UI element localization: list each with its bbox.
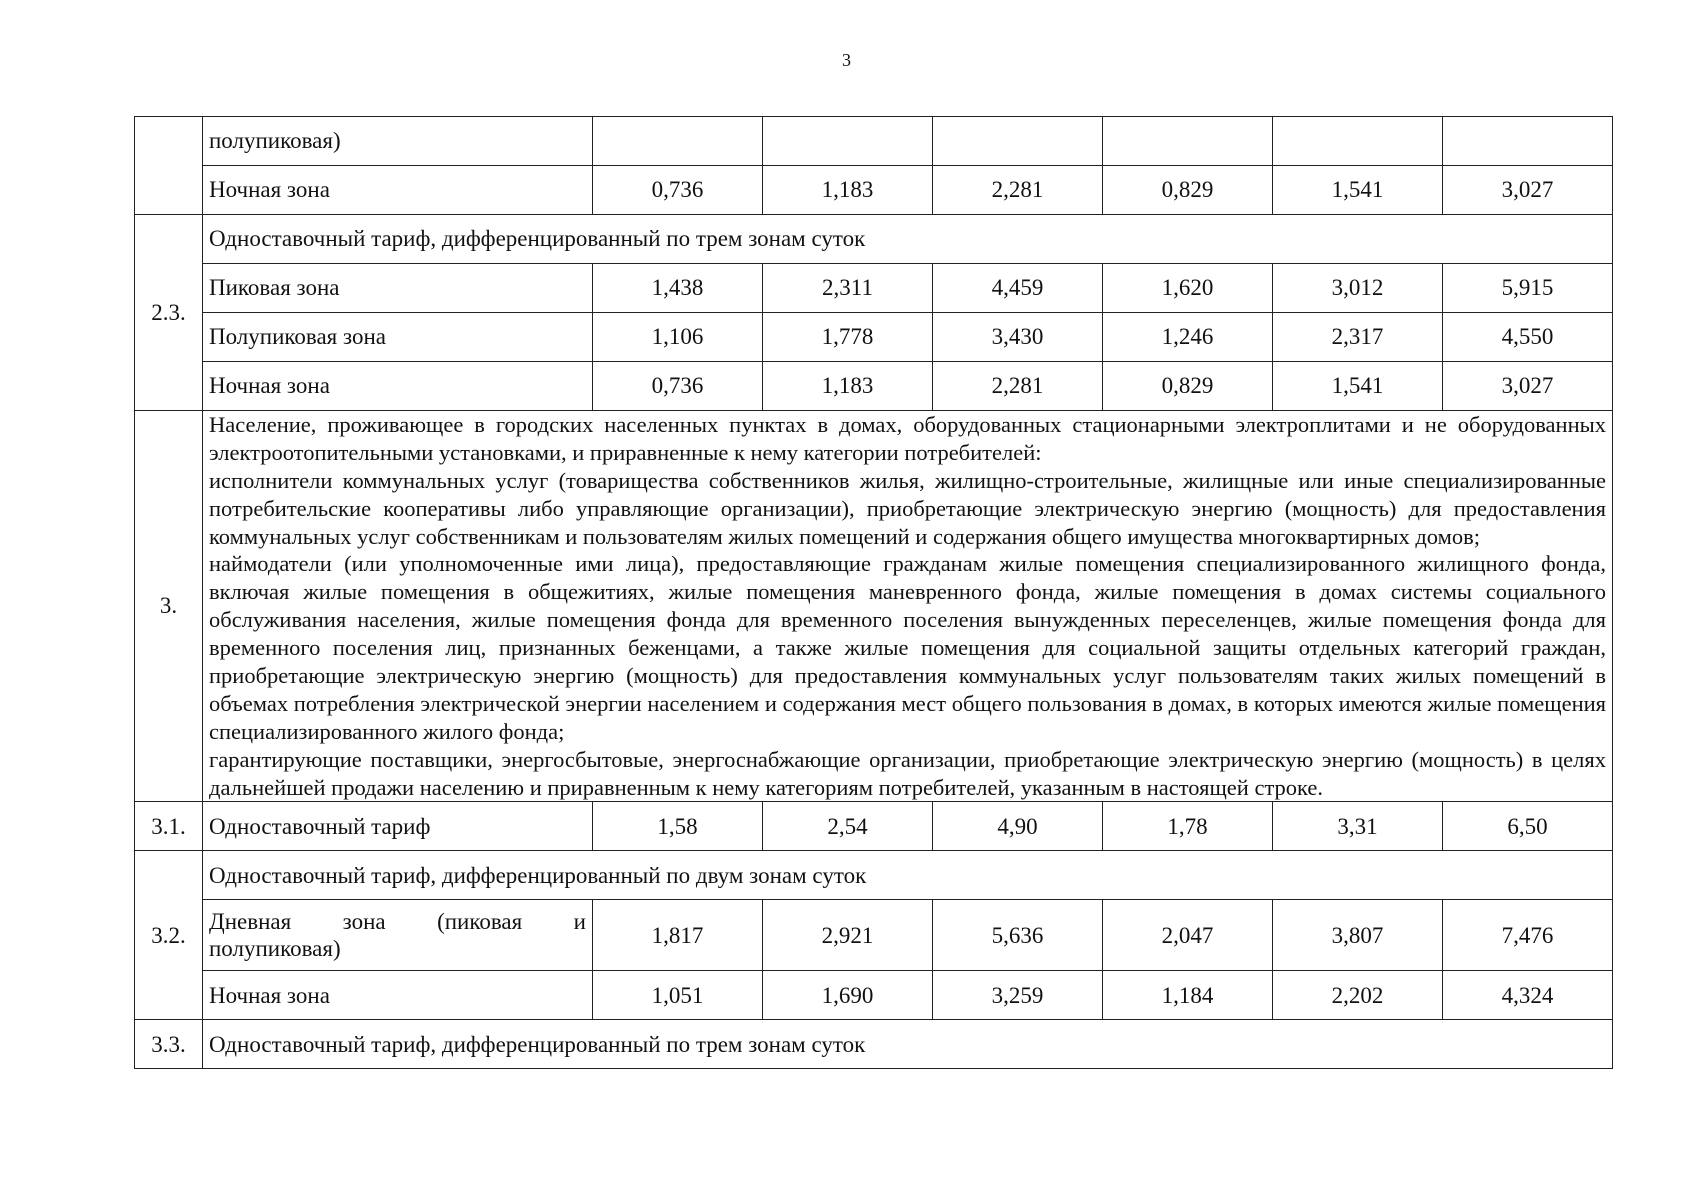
value-cell: 4,324 <box>1443 971 1613 1020</box>
value-cell: 0,829 <box>1103 166 1273 215</box>
value-cell: 1,183 <box>763 362 933 411</box>
value-cell: 1,438 <box>593 264 763 313</box>
table-row <box>135 900 1613 971</box>
row-number-cell: 2.3. <box>135 215 203 411</box>
value-cell: 2,317 <box>1273 313 1443 362</box>
row-label-line: Дневная зона (пиковая и <box>209 908 586 934</box>
value-cell: 6,50 <box>1443 802 1613 851</box>
row-number-cell: 3. <box>135 411 203 802</box>
value-cell: 3,027 <box>1443 166 1613 215</box>
row-label: полупиковая) <box>203 117 593 166</box>
row-label <box>203 900 593 971</box>
value-cell <box>763 117 933 166</box>
value-cell: 1,690 <box>763 971 933 1020</box>
table-row <box>135 215 1613 264</box>
value-cell: 3,31 <box>1273 802 1443 851</box>
value-cell <box>933 117 1103 166</box>
row-number-cell <box>135 117 203 215</box>
row-label: Ночная зона <box>203 166 593 215</box>
value-cell: 3,259 <box>933 971 1103 1020</box>
value-cell: 3,430 <box>933 313 1103 362</box>
description-paragraph: исполнители коммунальных услуг (товарищества собственников жилья, жилищно-строительные, жилищные или иные специализированные потребительские кооперативы либо управляющие организации), приобретающие электрическую энергию (мощность) для предоставления коммунальных услуг собственникам и пользователям жилых помещений и содержания общего имущества многоквартирных домов; <box>209 467 1606 549</box>
section-heading: Одноставочный тариф, дифференцированный по трем зонам суток <box>203 215 1613 264</box>
value-cell: 1,051 <box>593 971 763 1020</box>
row-number-cell: 3.1. <box>135 802 203 851</box>
row-label: Одноставочный тариф <box>203 802 593 851</box>
value-cell <box>593 117 763 166</box>
row-number-cell: 3.3. <box>135 1020 203 1069</box>
table-row <box>135 851 1613 900</box>
description-paragraph: наймодатели (или уполномоченные ими лица), предоставляющие гражданам жилые помещения специализированного жилищного фонда, включая жилые помещения в общежитиях, жилые помещения маневренного фонда, жилые помещения в домах системы социального обслуживания населения, жилые помещения фонда для временного поселения вынужденных переселенцев, жилые помещения фонда для временного поселения лиц, признанных беженцами, а также жилые помещения для социальной защиты отдельных категорий граждан, приобретающие электрическую энергию (мощность) для предоставления коммунальных услуг пользователям таких жилых помещений в объемах потребления электрической энергии населением и содержания мест общего пользования в домах, в которых имеются жилые помещения специализированного жилого фонда; <box>209 551 1606 744</box>
row-label: Ночная зона <box>203 362 593 411</box>
value-cell <box>1103 117 1273 166</box>
value-cell: 1,78 <box>1103 802 1273 851</box>
table-row <box>135 166 1613 215</box>
row-label-line: полупиковая) <box>209 936 341 962</box>
value-cell: 3,027 <box>1443 362 1613 411</box>
table-row <box>135 117 1613 166</box>
value-cell: 0,829 <box>1103 362 1273 411</box>
value-cell: 2,921 <box>763 900 933 971</box>
value-cell: 5,636 <box>933 900 1103 971</box>
row-label: Пиковая зона <box>203 264 593 313</box>
page-number: 3 <box>842 50 851 70</box>
value-cell: 2,047 <box>1103 900 1273 971</box>
table-row <box>135 971 1613 1020</box>
value-cell: 1,817 <box>593 900 763 971</box>
row-label: Ночная зона <box>203 971 593 1020</box>
value-cell: 1,620 <box>1103 264 1273 313</box>
value-cell: 2,202 <box>1273 971 1443 1020</box>
value-cell: 1,58 <box>593 802 763 851</box>
value-cell: 3,807 <box>1273 900 1443 971</box>
value-cell: 4,550 <box>1443 313 1613 362</box>
value-cell <box>1443 117 1613 166</box>
value-cell: 1,106 <box>593 313 763 362</box>
value-cell: 7,476 <box>1443 900 1613 971</box>
value-cell: 3,012 <box>1273 264 1443 313</box>
tariff-table <box>134 116 1613 1069</box>
value-cell: 2,281 <box>933 166 1103 215</box>
section-description <box>203 411 1613 802</box>
value-cell: 0,736 <box>593 362 763 411</box>
description-paragraph: Население, проживающее в городских населенных пунктах в домах, оборудованных стационарными электроплитами и не оборудованных электроотопительными установками, и приравненные к нему категории потребителей: <box>209 412 1606 465</box>
section-heading: Одноставочный тариф, дифференцированный по двум зонам суток <box>203 851 1613 900</box>
value-cell: 2,311 <box>763 264 933 313</box>
table-row <box>135 362 1613 411</box>
value-cell: 1,184 <box>1103 971 1273 1020</box>
section-heading: Одноставочный тариф, дифференцированный по трем зонам суток <box>203 1020 1613 1069</box>
description-paragraph: гарантирующие поставщики, энергосбытовые, энергоснабжающие организации, приобретающие электрическую энергию (мощность) в целях дальнейшей продажи населению и приравненным к нему категориям потребителей, указанным в настоящей строке. <box>209 746 1606 800</box>
value-cell: 1,541 <box>1273 362 1443 411</box>
value-cell: 1,541 <box>1273 166 1443 215</box>
table-row <box>135 313 1613 362</box>
value-cell: 5,915 <box>1443 264 1613 313</box>
value-cell: 1,778 <box>763 313 933 362</box>
value-cell: 4,459 <box>933 264 1103 313</box>
value-cell: 4,90 <box>933 802 1103 851</box>
value-cell: 0,736 <box>593 166 763 215</box>
table-row <box>135 411 1613 802</box>
table-row <box>135 264 1613 313</box>
value-cell: 1,183 <box>763 166 933 215</box>
value-cell: 1,246 <box>1103 313 1273 362</box>
row-label: Полупиковая зона <box>203 313 593 362</box>
row-number-cell: 3.2. <box>135 851 203 1020</box>
value-cell: 2,281 <box>933 362 1103 411</box>
table-row <box>135 1020 1613 1069</box>
value-cell <box>1273 117 1443 166</box>
table-row <box>135 802 1613 851</box>
value-cell: 2,54 <box>763 802 933 851</box>
